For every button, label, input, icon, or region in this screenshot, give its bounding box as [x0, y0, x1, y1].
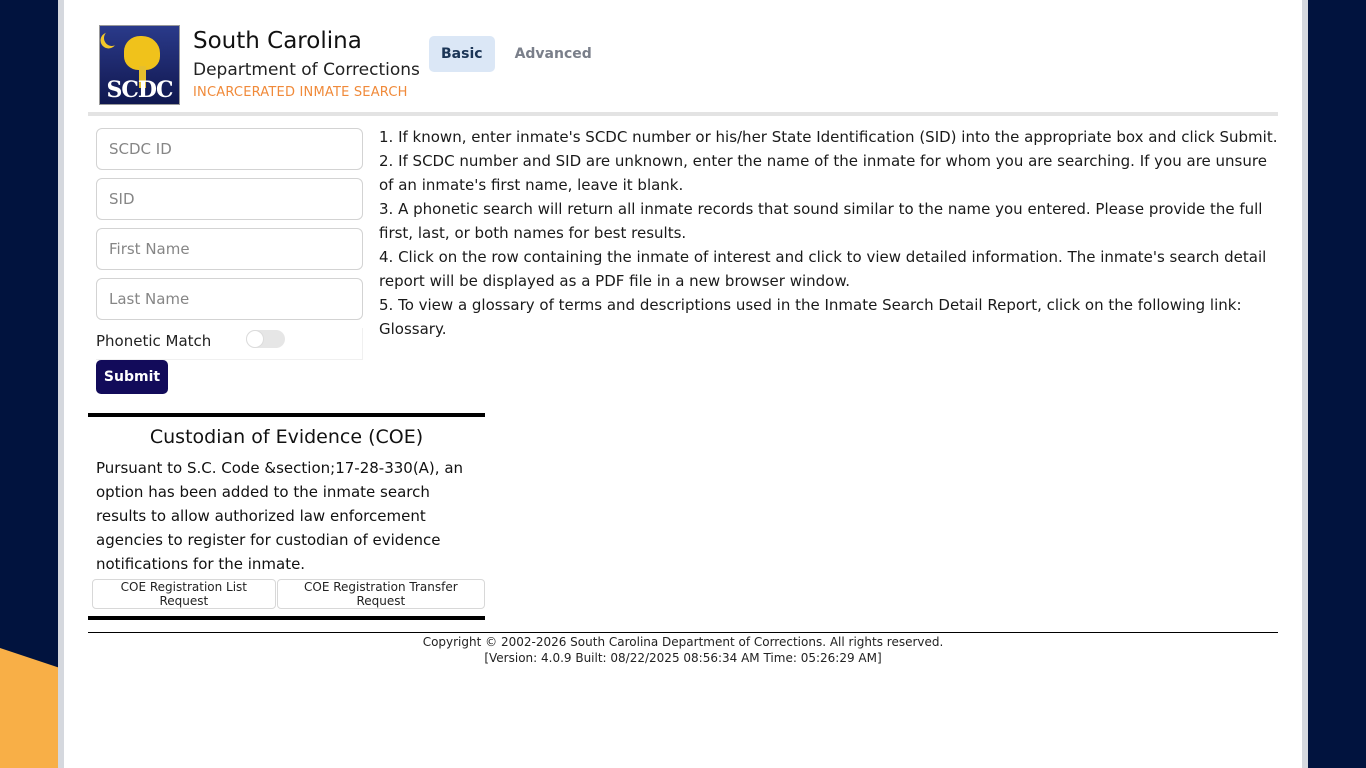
version-text: [Version: 4.0.9 Built: 08/22/2025 08:56:34 AM Time: 05:26:29 AM]	[484, 651, 882, 665]
toggle-knob	[246, 330, 264, 348]
instruction-item: 5. To view a glossary of terms and descriptions used in the Inmate Search Detail Report, click on the following link: Glossary.	[379, 296, 1242, 338]
crescent-moon-icon	[103, 29, 122, 48]
instruction-item: 3. A phonetic search will return all inmate records that sound similar to the name you entered. Please provide the full first, last, or both names for best results.	[379, 200, 1263, 242]
palmetto-tree-icon	[124, 36, 160, 70]
tab-advanced[interactable]: Advanced	[503, 36, 604, 72]
sid-input[interactable]	[96, 178, 363, 220]
coe-section	[88, 413, 485, 620]
scdc-logo[interactable]	[99, 25, 180, 105]
page-subtitle: Department of Corrections	[193, 60, 420, 80]
header-divider	[88, 112, 1278, 116]
coe-description: Pursuant to S.C. Code &section;17-28-330(A), an option has been added to the inmate search results to allow authorized law enforcement agencies to register for custodian of evidence notifications for the inmate.	[96, 459, 464, 573]
title-block	[193, 25, 420, 103]
instructions	[379, 125, 1279, 341]
phonetic-match-toggle[interactable]	[246, 330, 285, 348]
instruction-item: 2. If SCDC number and SID are unknown, enter the name of the inmate for whom you are searching. If you are unsure of an inmate's first name, leave it blank.	[379, 152, 1267, 194]
tab-basic[interactable]: Basic	[429, 36, 495, 72]
submit-button[interactable]: Submit	[96, 360, 168, 394]
phonetic-match-label: Phonetic Match	[96, 332, 212, 350]
page-container	[58, 0, 1308, 768]
logo-text: SCDC	[106, 77, 173, 103]
page-title: South Carolina	[193, 28, 362, 54]
coe-button-group	[88, 579, 485, 609]
footer-divider	[88, 632, 1278, 633]
page-tagline: INCARCERATED INMATE SEARCH	[193, 85, 408, 100]
instruction-item: 4. Click on the row containing the inmate of interest and click to view detailed information. The inmate's search detail report will be displayed as a PDF file in a new browser window.	[379, 248, 1267, 290]
search-mode-tabs	[429, 36, 604, 72]
footer	[88, 634, 1278, 666]
copyright-text: Copyright © 2002-2026 South Carolina Department of Corrections. All rights reserved.	[422, 635, 944, 649]
coe-top-divider	[88, 413, 485, 417]
search-form	[96, 128, 363, 394]
instruction-item: 1. If known, enter inmate's SCDC number or his/her State Identification (SID) into the appropriate box and click Submit.	[379, 128, 1278, 146]
last-name-input[interactable]	[96, 278, 363, 320]
scdc-id-input[interactable]	[96, 128, 363, 170]
coe-title: Custodian of Evidence (COE)	[149, 426, 424, 448]
header	[99, 25, 1278, 105]
phonetic-match-row	[96, 328, 363, 360]
coe-transfer-request-button[interactable]: COE Registration Transfer Request	[277, 579, 485, 609]
coe-list-request-button[interactable]: COE Registration List Request	[92, 579, 276, 609]
coe-bottom-divider	[88, 616, 485, 620]
first-name-input[interactable]	[96, 228, 363, 270]
